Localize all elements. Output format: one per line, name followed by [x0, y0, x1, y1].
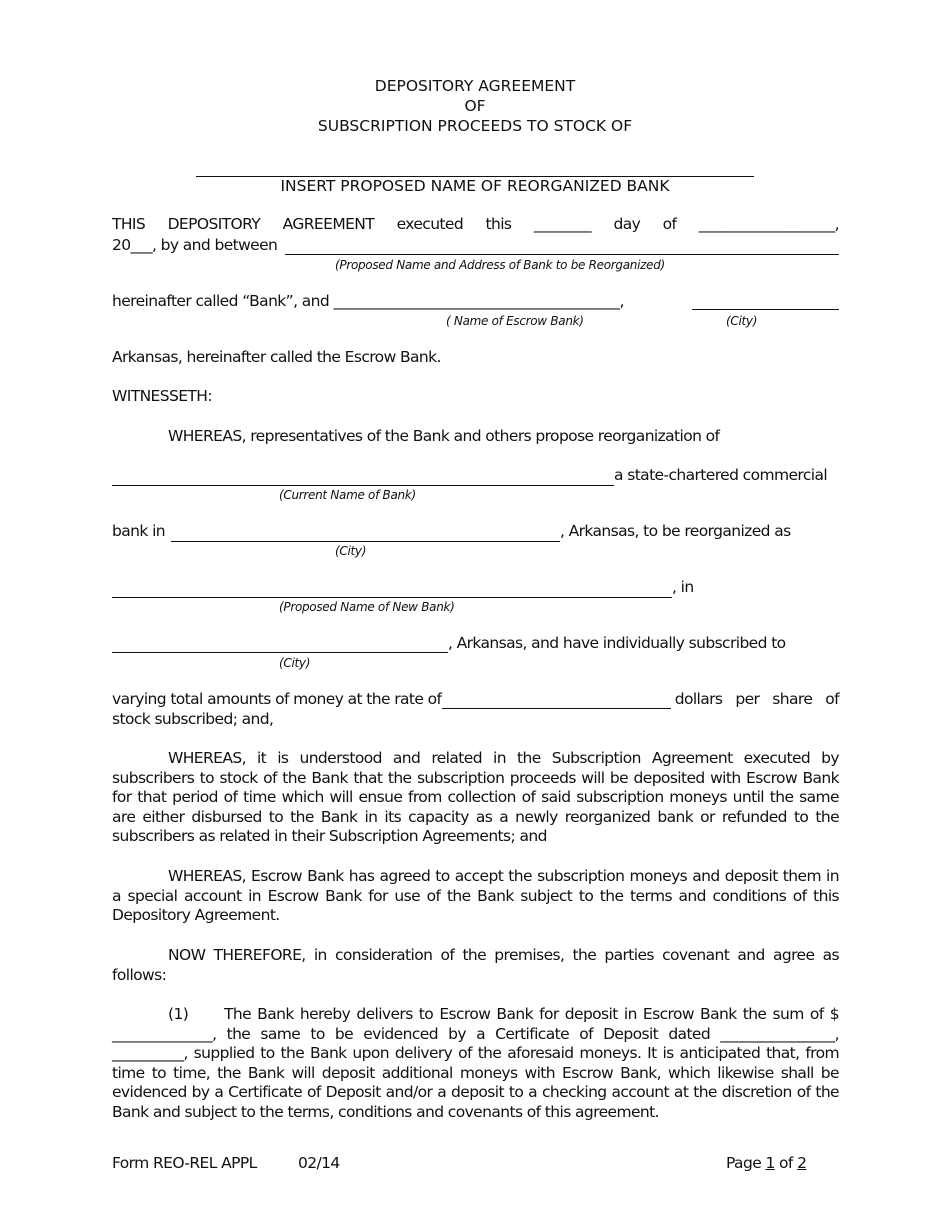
- page-total: 2: [797, 1154, 807, 1172]
- caption-escrow-bank: ( Name of Escrow Bank): [446, 314, 584, 328]
- form-id: Form REO-REL APPL: [112, 1154, 257, 1172]
- now-therefore-paragraph: [112, 946, 839, 985]
- new-bank-city-line[interactable]: [112, 652, 448, 653]
- document-subtitle: SUBSCRIPTION PROCEEDS TO STOCK OF: [317, 117, 633, 135]
- clause-1-paragraph: [112, 1005, 839, 1123]
- document-title-of: OF: [464, 97, 486, 115]
- state-chartered-text: a state-chartered commercial: [614, 466, 828, 484]
- intro-line-1: THIS DEPOSITORY AGREEMENT executed this ________ day of ___________________,: [112, 215, 839, 233]
- witnesseth-heading: WITNESSETH:: [112, 387, 212, 405]
- hereinafter-line: hereinafter called “Bank”, and ________________________________________,: [112, 292, 624, 310]
- arkansas-subscribed-text: , Arkansas, and have individually subscribed to: [448, 634, 786, 652]
- dollars-per-share-text: dollars per share of: [674, 690, 839, 708]
- arkansas-line: Arkansas, hereinafter called the Escrow Bank.: [112, 348, 441, 366]
- page-of: of: [779, 1154, 793, 1172]
- clause-1-text: The Bank hereby delivers to Escrow Bank for deposit in Escrow Bank the sum of $ ______________, the same to be evidenced by a Certificate of Deposit dated ________________, __________, supplied to the Bank upon delivery of the aforesaid moneys. It is anticipated that, from time to time, the Bank will deposit additional moneys with Escrow Bank, which likewise shall be evidenced by a Certificate of Deposit and/or a deposit to a checking account at the discretion of the Bank and subject to the terms, conditions and covenants of this agreement.: [112, 1005, 839, 1121]
- whereas-escrow-paragraph: [112, 867, 839, 926]
- clause-1-number: (1): [168, 1005, 189, 1023]
- whereas-escrow-text: WHEREAS, Escrow Bank has agreed to accept the subscription moneys and deposit them in a special account in Escrow Bank for use of the Bank subject to the terms and conditions of this Depository Agreement.: [112, 867, 839, 925]
- intro-line-2: 20___, by and between: [112, 236, 278, 254]
- caption-new-bank-city: (City): [279, 656, 311, 670]
- whereas-subscription-paragraph: [112, 749, 839, 847]
- bank-in-text: bank in: [112, 522, 165, 540]
- whereas-subscription-text: WHEREAS, it is understood and related in the Subscription Agreement executed by subscribers to stock of the Bank that the subscription proceeds will be deposited with Escrow Bank for that period of time which will ensue from collection of said subscription moneys until the same are either disbursed to the Bank in its capacity as a newly reorganized bank or refunded to the subscribers as related in their Subscription Agreements; and: [112, 749, 839, 846]
- stock-subscribed-text: stock subscribed; and,: [112, 710, 274, 728]
- in-text: , in: [672, 578, 694, 596]
- page-current: 1: [765, 1154, 775, 1172]
- proposed-bank-line[interactable]: [285, 254, 839, 255]
- caption-proposed-bank: (Proposed Name and Address of Bank to be Reorganized): [335, 258, 665, 272]
- caption-city: (City): [726, 314, 758, 328]
- whereas-reorganization: WHEREAS, representatives of the Bank and others propose reorganization of: [168, 427, 720, 445]
- bank-name-caption: INSERT PROPOSED NAME OF REORGANIZED BANK: [280, 177, 670, 195]
- page-number: [726, 1154, 806, 1174]
- arkansas-reorg-text: , Arkansas, to be reorganized as: [560, 522, 791, 540]
- caption-new-bank: (Proposed Name of New Bank): [279, 600, 455, 614]
- caption-current-bank: (Current Name of Bank): [279, 488, 416, 502]
- form-date: 02/14: [298, 1154, 340, 1172]
- varying-amounts-text: varying total amounts of money at the rate of: [112, 690, 442, 708]
- page-word: Page: [726, 1154, 762, 1172]
- escrow-city-line[interactable]: [692, 309, 839, 310]
- document-title: DEPOSITORY AGREEMENT: [374, 77, 576, 95]
- now-therefore-text: NOW THEREFORE, in consideration of the premises, the parties covenant and agree as follows:: [112, 946, 839, 984]
- rate-line[interactable]: [442, 708, 671, 709]
- caption-bank-city: (City): [335, 544, 367, 558]
